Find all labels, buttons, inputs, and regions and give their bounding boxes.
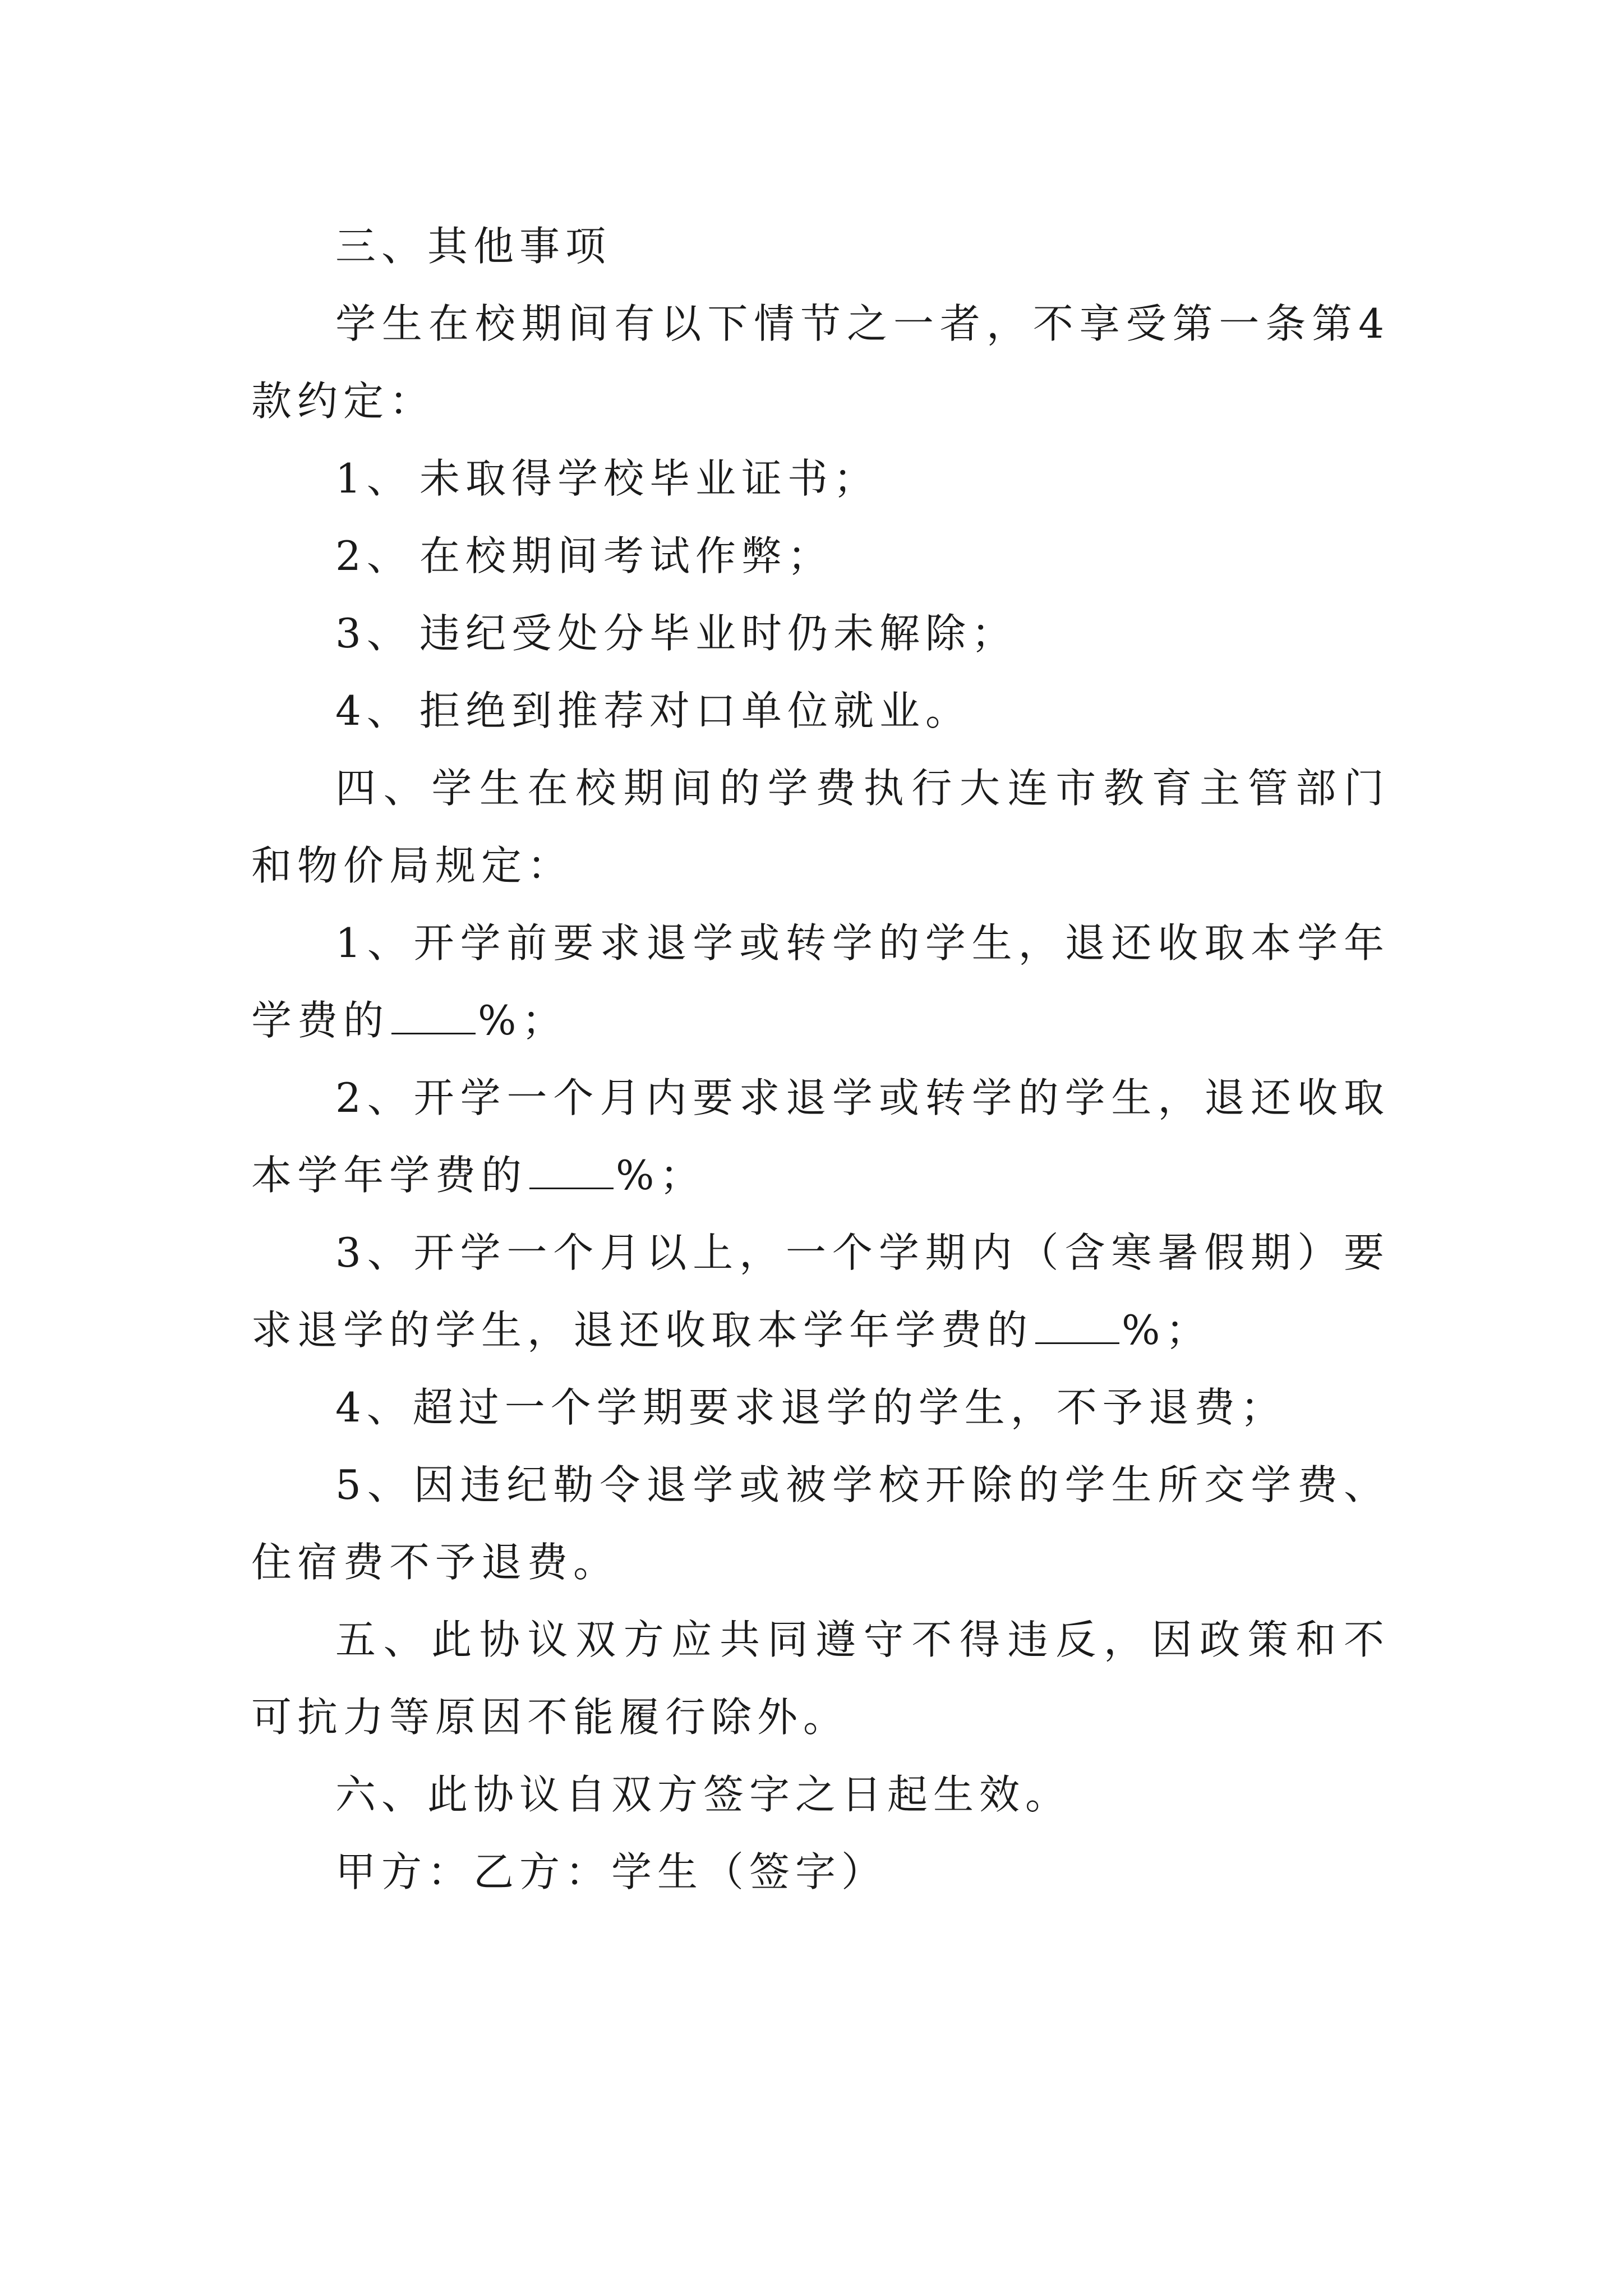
section6: 六、此协议自双方签字之日起生效。	[335, 1771, 1072, 1818]
fill-in-blank	[391, 999, 476, 1034]
item-number: 4、	[335, 687, 413, 734]
item-text: 1、开学前要求退学或转学的学生，退还收取本学年学费的	[251, 919, 1390, 1044]
item-suffix: %；	[616, 1152, 706, 1199]
item-number: 3、	[335, 610, 413, 657]
section5: 五、此协议双方应共同遵守不得违反，因政策和不可抗力等原因不能履行除外。	[251, 1616, 1390, 1741]
section4-item-2	[251, 1059, 1390, 1214]
section3-item-1	[251, 440, 1390, 517]
item-text: 未取得学校毕业证书；	[419, 455, 880, 502]
section4-item-1	[251, 904, 1390, 1059]
item-text: 拒绝到推荐对口单位就业。	[419, 687, 972, 734]
section3-item-2	[251, 517, 1390, 595]
item-text: 3、开学一个月以上，一个学期内（含寒暑假期）要求退学的学生，退还收取本学年学费的	[251, 1229, 1390, 1354]
item-text: 违纪受处分毕业时仍未解除；	[419, 610, 1018, 657]
item-suffix: %；	[1122, 1306, 1212, 1354]
section3-intro: 学生在校期间有以下情节之一者，不享受第一条第4款约定：	[251, 300, 1390, 425]
document-body	[251, 208, 1390, 1911]
section3-item-3	[251, 595, 1390, 672]
section3-item-4	[251, 672, 1390, 749]
fill-in-blank	[1035, 1309, 1119, 1344]
fill-in-blank	[529, 1154, 614, 1189]
item-number: 2、	[335, 532, 413, 579]
section4-title: 四、学生在校期间的学费执行大连市教育主管部门和物价局规定：	[251, 765, 1390, 889]
item-text: 2、开学一个月内要求退学或转学的学生，退还收取本学年学费的	[251, 1074, 1390, 1199]
section3-title: 三、其他事项	[335, 223, 612, 270]
item-suffix: %；	[478, 997, 568, 1044]
item-number: 1、	[335, 455, 413, 502]
section4-item-5: 5、因违纪勒令退学或被学校开除的学生所交学费、住宿费不予退费。	[251, 1461, 1390, 1586]
item-text: 在校期间考试作弊；	[419, 532, 834, 579]
section4-item-4: 4、超过一个学期要求退学的学生，不予退费；	[335, 1384, 1287, 1431]
section4-item-3	[251, 1214, 1390, 1369]
signature-line: 甲方：乙方：学生（签字）	[335, 1848, 888, 1895]
